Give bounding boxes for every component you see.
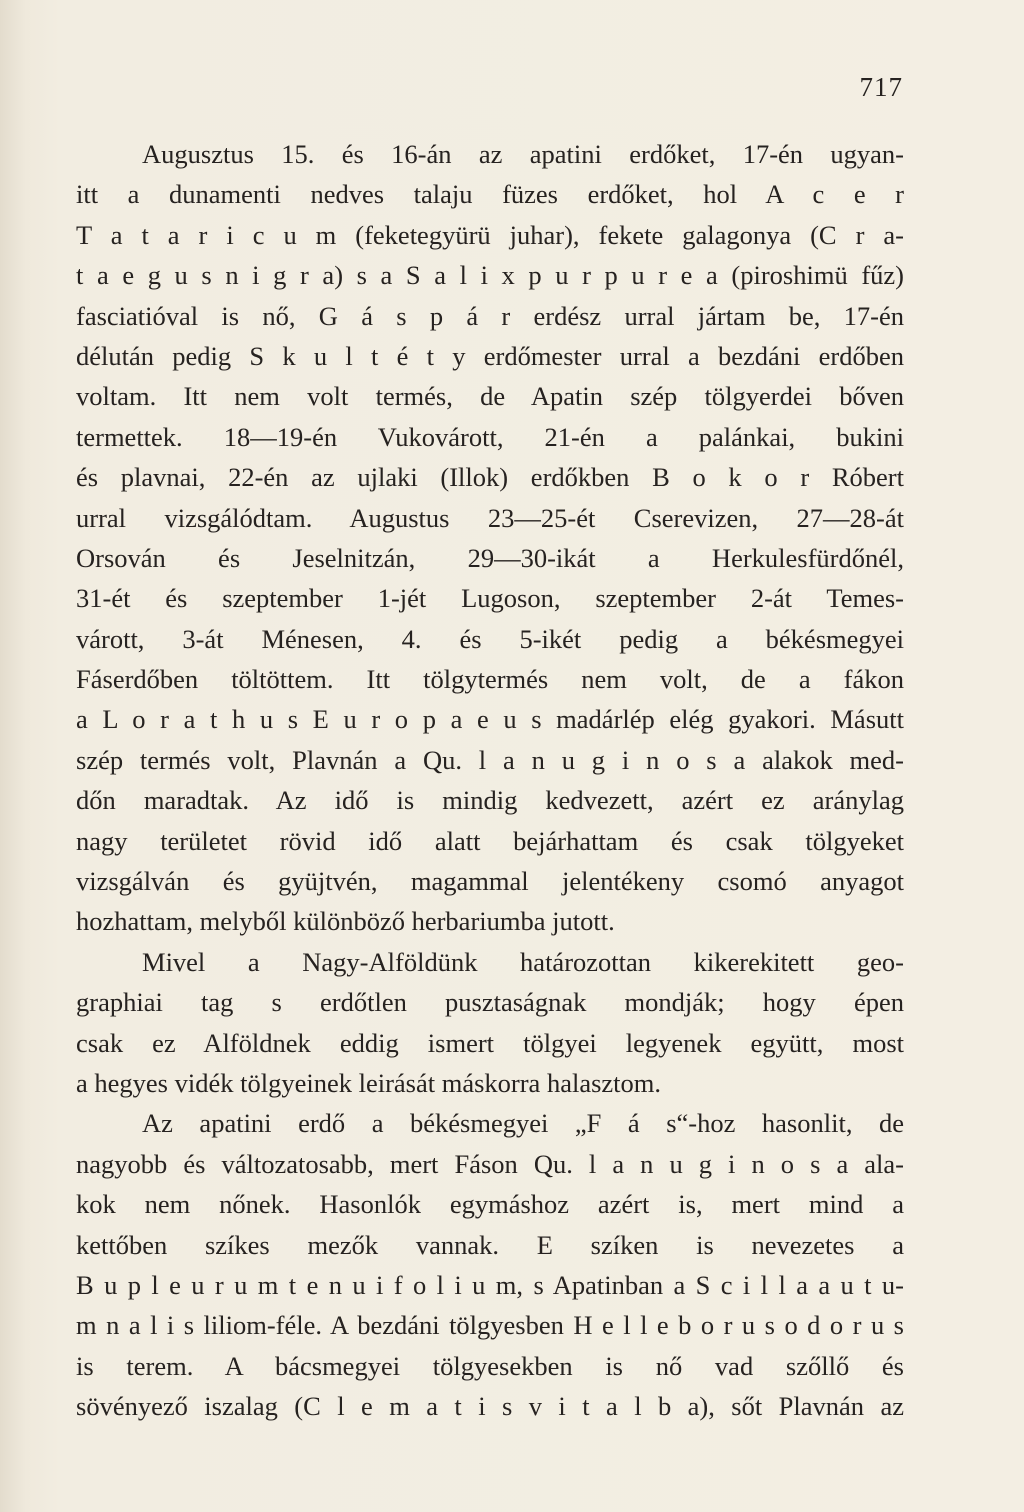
text-line: Mivel a Nagy-Alföldünk határozottan kikerekitett geo- (142, 946, 904, 977)
text-line: hozhattam, melyből különböző herbariumba jutott. (76, 906, 615, 937)
text-line: Az apatini erdő a békésmegyei „F á s“-hoz hasonlit, de (142, 1108, 904, 1139)
page-number: 717 (859, 72, 903, 102)
text-line: csak ez Alföldnek eddig ismert tölgyei legyenek együtt, most (76, 1027, 904, 1058)
text-line: m n a l i s liliom-féle. A bezdáni tölgyesben H e l l e b o r u s o d o r u s (76, 1310, 904, 1341)
text-line: a L o r a t h u s E u r o p a e u s madárlép elég gyakori. Másutt (76, 704, 904, 735)
text-line: voltam. Itt nem volt termés, de Apatin szép tölgyerdei bőven (76, 381, 904, 412)
text-line: t a e g u s n i g r a) s a S a l i x p u r p u r e a (piroshimü fűz) (76, 260, 904, 291)
text-line: Orsován és Jeselnitzán, 29—30-ikát a Herkulesfürdőnél, (76, 542, 904, 573)
text-line: B u p l e u r u m t e n u i f o l i u m, s Apatinban a S c i l l a a u t u- (76, 1269, 904, 1300)
text-line: várott, 3-át Ménesen, 4. és 5-ikét pedig a békésmegyei (76, 623, 904, 654)
text-line: Fáserdőben töltöttem. Itt tölgytermés nem volt, de a fákon (76, 664, 904, 695)
text-line: kok nem nőnek. Hasonlók egymáshoz azért is, mert mind a (76, 1189, 904, 1220)
text-line: kettőben szíkes mezők vannak. E szíken is nevezetes a (76, 1229, 904, 1260)
text-line: sövényező iszalag (C l e m a t i s v i t a l b a), sőt Plavnán az (76, 1391, 904, 1422)
text-line: Augusztus 15. és 16-án az apatini erdőket, 17-én ugyan- (142, 139, 904, 169)
text-line: urral vizsgálódtam. Augustus 23—25-ét Cserevizen, 27—28-át (76, 502, 904, 533)
text-line: dőn maradtak. Az idő is mindig kedvezett, azért ez aránylag (76, 785, 904, 816)
text-line: termettek. 18—19-én Vukovárott, 21-én a palánkai, bukini (76, 421, 904, 452)
text-line: T a t a r i c u m (feketegyürü juhar), fekete galagonya (C r a- (76, 219, 904, 250)
text-line: a hegyes vidék tölgyeinek leirását máskorra halasztom. (76, 1067, 662, 1098)
text-line: délután pedig S k u l t é t y erdőmester urral a bezdáni erdőben (76, 340, 904, 371)
text-line: és plavnai, 22-én az ujlaki (Illok) erdőkben B o k o r Róbert (76, 462, 904, 493)
body-text (76, 134, 904, 1427)
text-line: graphiai tag s erdőtlen pusztaságnak mondják; hogy épen (76, 987, 904, 1018)
text-line: nagyobb és változatosabb, mert Fáson Qu. l a n u g i n o s a ala- (76, 1148, 904, 1179)
text-line: szép termés volt, Plavnán a Qu. l a n u g i n o s a alakok med- (76, 744, 904, 775)
text-line: itt a dunamenti nedves talaju füzes erdőket, hol A c e r (76, 179, 904, 210)
text-line: is terem. A bácsmegyei tölgyesekben is nő vad szőllő és (76, 1350, 904, 1381)
text-line: nagy területet rövid idő alatt bejárhattam és csak tölgyeket (76, 825, 904, 856)
text-line: fasciatióval is nő, G á s p á r erdész urral jártam be, 17-én (76, 300, 904, 331)
text-line: 31-ét és szeptember 1-jét Lugoson, szeptember 2-át Temes- (76, 583, 904, 614)
text-line: vizsgálván és gyüjtvén, magammal jelentékeny csomó anyagot (76, 866, 904, 897)
